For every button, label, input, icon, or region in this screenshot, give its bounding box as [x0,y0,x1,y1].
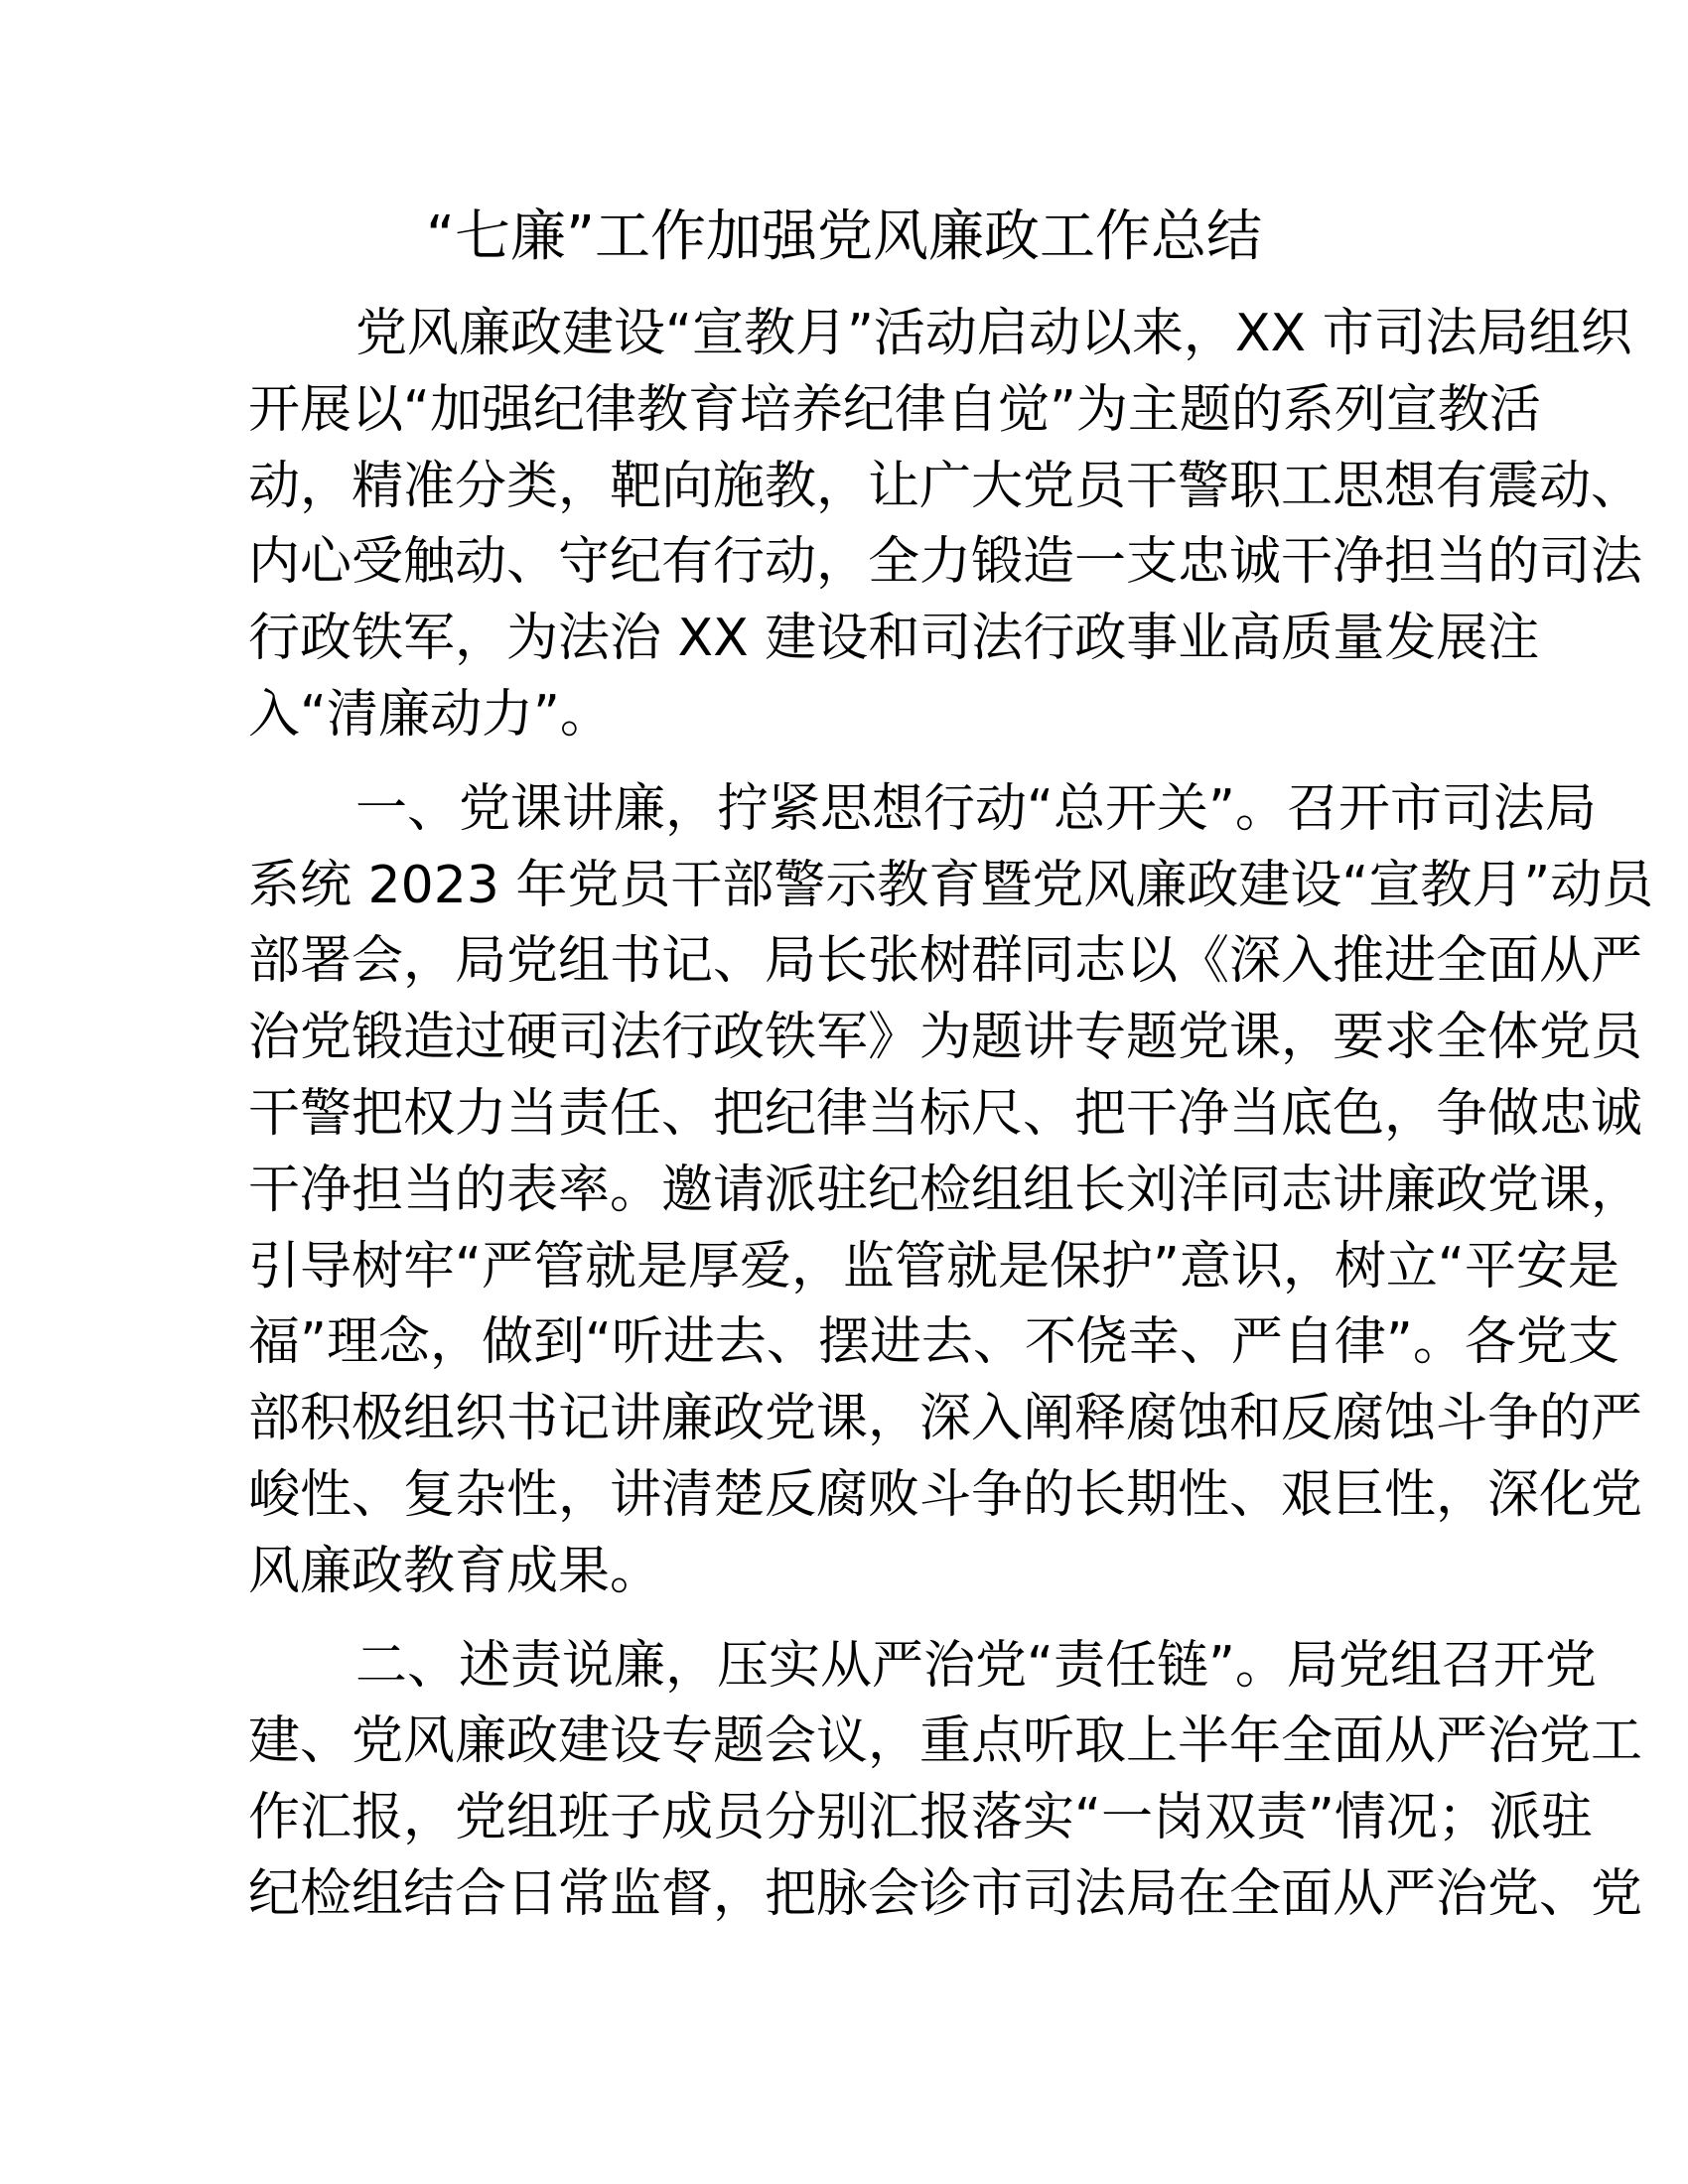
paragraph-section-2 [248,1628,1643,1933]
text-line: 部署会，局党组书记、局长张树群同志以《深入推进全面从严 [248,931,1643,992]
text-line: 作汇报，党组班子成员分别汇报落实“一岗双责”情况；派驻 [248,1788,1593,1848]
paragraph-intro [248,296,1643,753]
text-line: 治党锻造过硬司法行政铁军》为题讲专题党课，要求全体党员 [248,1008,1643,1068]
text-line: 党风廉政建设“宣教月”活动启动以来，XX 市司法局组织 [355,304,1632,363]
text-line: 内心受触动、守纪有行动，全力锻造一支忠诚干净担当的司法 [248,532,1643,593]
text-line: 二、述责说廉，压实从严治党“责任链”。局党组召开党 [355,1635,1597,1696]
text-line: 干警把权力当责任、把纪律当标尺、把干净当底色，争做忠诚 [248,1083,1643,1144]
text-line: 开展以“加强纪律教育培养纪律自觉”为主题的系列宣教活 [248,379,1541,440]
text-line: 入“清廉动力”。 [248,684,612,745]
text-line: 干净担当的表率。邀请派驻纪检组组长刘洋同志讲廉政党课， [248,1160,1643,1220]
text-line: 系统 2023 年党员干部警示教育暨党风廉政建设“宣教月”动员 [248,855,1654,915]
text-line: 峻性、复杂性，讲清楚反腐败斗争的长期性、艰巨性，深化党 [248,1464,1643,1525]
text-line: 行政铁军，为法治 XX 建设和司法行政事业高质量发展注 [248,609,1540,669]
text-line: 纪检组结合日常监督，把脉会诊市司法局在全面从严治党、党 [248,1863,1643,1924]
text-line: 引导树牢“严管就是厚爱，监管就是保护”意识，树立“平安是 [248,1236,1619,1297]
document-title: “七廉”工作加强党风廉政工作总结 [425,205,1263,269]
text-line: 风廉政教育成果。 [248,1541,662,1601]
document-body [248,296,1654,1951]
text-line: 动，精准分类，靶向施教，让广大党员干警职工思想有震动、 [248,456,1643,516]
text-line: 部积极组织书记讲廉政党课，深入阐释腐蚀和反腐蚀斗争的严 [248,1389,1643,1449]
paragraph-section-1 [248,771,1654,1610]
text-line: 一、党课讲廉，拧紧思想行动“总开关”。召开市司法局 [355,778,1597,839]
text-line: 建、党风廉政建设专题会议，重点听取上半年全面从严治党工 [248,1711,1643,1772]
text-line: 福”理念，做到“听进去、摆进去、不侥幸、严自律”。各党支 [248,1312,1619,1373]
